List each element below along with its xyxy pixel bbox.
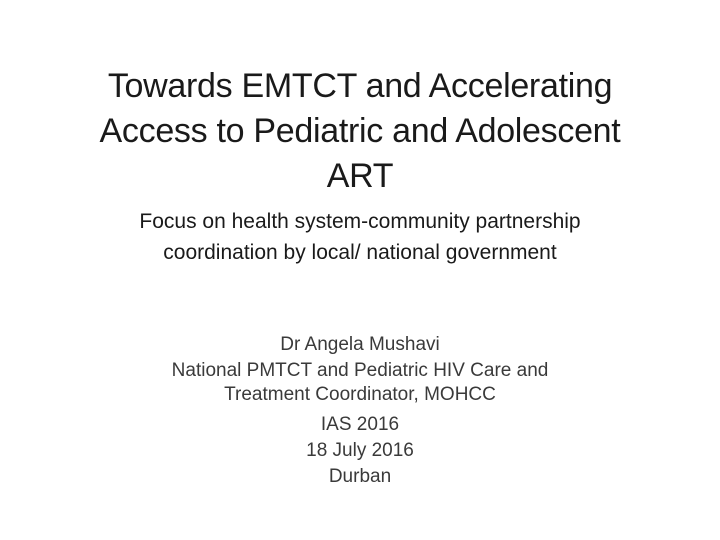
subtitle-line-2: coordination by local/ national government	[163, 241, 557, 264]
event-location: Durban	[328, 466, 392, 487]
presenter-block	[100, 332, 620, 490]
event-name: IAS 2016	[320, 414, 400, 435]
presenter-role-line-1: National PMTCT and Pediatric HIV Care and	[171, 360, 549, 381]
presenter-role-line-2: Treatment Coordinator, MOHCC	[224, 384, 496, 405]
event-date: 18 July 2016	[306, 440, 414, 461]
title-line-3: ART	[326, 157, 394, 195]
slide-subtitle	[40, 206, 680, 268]
subtitle-line-1: Focus on health system-community partnership	[139, 210, 581, 233]
presenter-name: Dr Angela Mushavi	[280, 334, 440, 355]
title-line-1: Towards EMTCT and Accelerating	[107, 67, 613, 105]
slide-title	[40, 64, 680, 199]
title-line-2: Access to Pediatric and Adolescent	[99, 112, 621, 150]
